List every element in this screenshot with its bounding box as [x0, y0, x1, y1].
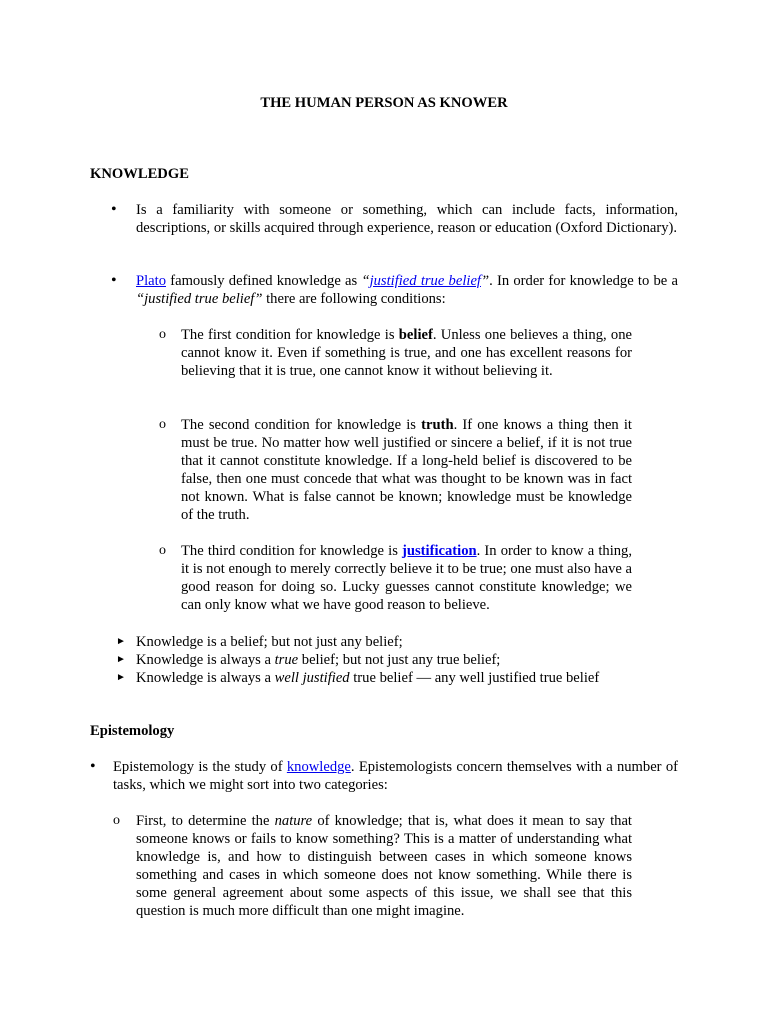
text-span: . If one knows a thing then it must be true. No matter how well justified or sincere a belief, if it is not true that it cannot constitute knowledge. If a long-held belief is discovered to be false, then one must concede that what was thought to be known was in fact not known. What is false cannot be known; knowledge must be knowledge of the truth.	[181, 417, 632, 523]
knowledge-definition-paragraph: Is a familiarity with someone or something, which can include facts, information, descriptions, or skills acquired through experience, reason or education (Oxford Dictionary).	[136, 202, 678, 236]
text-span: Knowledge is always a	[136, 652, 275, 668]
justified-true-belief-link[interactable]: justified true belief	[369, 273, 481, 289]
section-heading-knowledge: KNOWLEDGE	[90, 166, 189, 182]
jtb-emphasis: “justified true belief”	[136, 291, 263, 307]
text-span: famously defined knowledge as	[166, 273, 362, 289]
text-span: belief; but not just any true belief;	[298, 652, 501, 668]
summary-item	[136, 633, 696, 651]
emphasis: true	[274, 652, 299, 668]
condition-justification-paragraph	[181, 542, 632, 614]
plato-definition-paragraph	[136, 272, 678, 308]
text-span: of knowledge; that is, what does it mean to say that someone knows or fails to know something? This is a matter of understanding what knowledge is, and how to distinguish between cases in which someone knows something and cases in which someone does not know something. While there is some general agreement about some aspects of this issue, we shall see that this question is much more difficult than one might imagine.	[136, 813, 632, 919]
sub-bullet-marker: o	[159, 543, 166, 558]
epistemology-nature-paragraph	[136, 812, 632, 920]
section-heading-epistemology: Epistemology	[90, 723, 175, 739]
text-span: First, to determine the	[136, 813, 275, 829]
text-span: there are following conditions:	[262, 291, 446, 307]
justification-link[interactable]: justification	[402, 543, 477, 559]
sub-bullet-marker: o	[113, 813, 120, 828]
sub-bullet-marker: o	[159, 327, 166, 342]
emphasis: nature	[274, 813, 313, 829]
bullet-marker: •	[111, 201, 117, 218]
condition-belief-paragraph	[181, 326, 632, 380]
condition-truth-paragraph	[181, 416, 632, 524]
arrow-marker: ►	[116, 636, 126, 647]
condition-keyword: truth	[421, 417, 454, 433]
text-span: Knowledge is always a	[136, 670, 275, 686]
epistemology-definition-paragraph	[113, 758, 678, 794]
sub-bullet-marker: o	[159, 417, 166, 432]
bullet-marker: •	[90, 758, 96, 775]
text-span: . Unless one believes a thing, one cannot know it. Even if something is true, and one has excellent reasons for believing that it is true, one cannot know it without believing it.	[181, 327, 632, 379]
text-span: . Epistemologists concern themselves with a number of tasks, which we might sort into two categories:	[113, 759, 678, 793]
text-span: . In order to know a thing, it is not enough to merely correctly believe it to be true; one must also have a good reason for doing so. Lucky guesses cannot constitute knowledge; we can only know what we have good reason to believe.	[181, 543, 632, 613]
text-span: . In order for knowledge to be a	[489, 273, 678, 289]
text-span: true belief — any well justified true belief	[349, 670, 600, 686]
quote-close: ”	[480, 273, 490, 289]
knowledge-link[interactable]: knowledge	[286, 759, 351, 775]
condition-keyword: belief	[398, 327, 433, 343]
text-span: The second condition for knowledge is	[181, 417, 422, 433]
plato-link[interactable]: Plato	[136, 273, 166, 289]
bullet-marker: •	[111, 272, 117, 289]
text-span: Knowledge is a belief; but not just any belief;	[136, 634, 403, 650]
emphasis: well justified	[274, 670, 350, 686]
summary-item	[136, 669, 696, 687]
text-span: Epistemology is the study of	[113, 759, 287, 775]
quote-open: “	[361, 273, 370, 289]
arrow-marker: ►	[116, 654, 126, 665]
summary-item	[136, 651, 696, 669]
document-title: THE HUMAN PERSON AS KNOWER	[260, 95, 508, 111]
arrow-marker: ►	[116, 672, 126, 683]
text-span: The first condition for knowledge is	[181, 327, 399, 343]
text-span: The third condition for knowledge is	[181, 543, 403, 559]
